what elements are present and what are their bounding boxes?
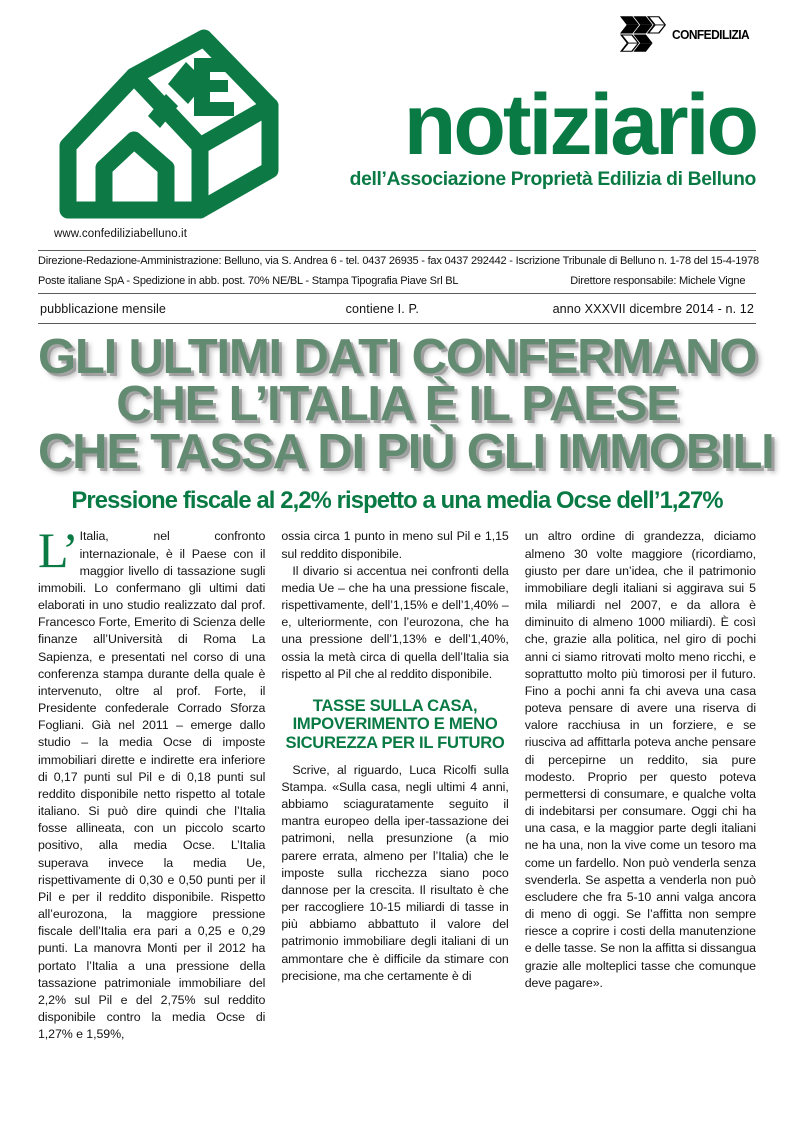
drop-cap: L’ bbox=[38, 522, 77, 579]
confedilizia-mark-icon bbox=[619, 15, 667, 53]
imprint-line-1: Direzione-Redazione-Amministrazione: Belluno, via S. Andrea 6 - tel. 0437 26935 - fax 0437 292442 - Iscrizione Tribunale di Belluno n. 1-78 del 15-4-1978 bbox=[38, 254, 759, 267]
section-heading-line-2: IMPOVERIMENTO E MENO bbox=[292, 714, 498, 734]
masthead-subtitle: dell’Associazione Proprietà Edilizia di Belluno bbox=[349, 167, 756, 190]
confedilizia-wordmark: CONFEDILIZIA bbox=[672, 26, 750, 42]
issue-reference: anno XXXVII dicembre 2014 - n. 12 bbox=[552, 301, 754, 316]
issue-frequency: pubblicazione mensile bbox=[40, 301, 167, 316]
ape-house-logo-icon bbox=[56, 28, 284, 228]
website-url[interactable]: www.confediliziabelluno.it bbox=[54, 228, 188, 240]
section-heading-line-1: TASSE SULLA CASA, bbox=[312, 695, 478, 715]
section-heading bbox=[281, 697, 508, 753]
article-text: Italia, nel confronto internazionale, è il Paese con il maggior livello di tassazione sugli immobili. Lo confermano gli ultimi dati elaborati in uno studio realizzato dal prof. Francesco Forte, Emerito di Scienza delle finanze all’Università di Roma La Sapienza, e presentati nel corso di una conferenza stampa durante della quale è intervenuto, oltre al prof. Forte, il Presidente confederale Corrado Sforza Fogliani. Già nel 2011 – emerge dallo studio – la media Ocse di imposte immobiliari dirette e indirette era inferiore di 0,17 punti sul Pil e di 0,18 punti sul reddito disponibile netto rispetto al totale italiano. Si può dire quindi che l’Italia fosse allineata, con un piccolo scarto positivo, alla media Ocse. L’Italia superava invece la media Ue, rispettivamente di 0,30 e 0,50 punti per il Pil e per il reddito disponibile. Rispetto all’eurozona, la maggiore pressione fiscale dell’Italia era pari a 0,25 e 0,29 punti. La manovra Monti per il 2012 ha portato l’Italia a una pressione della tassazione patrimoniale immobiliare del 2,2% sul Pil e del 2,75% sul reddito disponibile contro la media Ocse di 1,27% e 1,59%, bbox=[38, 529, 266, 1042]
section-heading-line-3: SICUREZZA PER IL FUTURO bbox=[285, 733, 505, 753]
article-paragraph: Il divario si accentua nei confronti della media Ue – che ha una pressione fiscale, rispettivamente, dell’1,15% e dell’1,40% – e, ulteriormente, con l’eurozona, che ha una pressione dell’1,13% e dell’1,40%, ossia la metà circa di quella dell’Italia sia rispetto al Pil che al reddito disponibile. bbox=[281, 563, 509, 681]
imprint-line-2 bbox=[38, 272, 745, 293]
headline-line-3: CHE TASSA DI PIÙ GLI IMMOBILI bbox=[38, 424, 774, 479]
article-paragraph bbox=[38, 522, 266, 1043]
headline-line-2: CHE L’ITALIA È IL PAESE bbox=[116, 377, 678, 432]
article-column-3 bbox=[525, 528, 756, 992]
imprint-director: Direttore responsabile: Michele Vigne bbox=[570, 275, 746, 288]
confedilizia-logo bbox=[619, 15, 756, 53]
rule-below-issue bbox=[38, 323, 756, 324]
imprint-postal: Poste italiane SpA - Spedizione in abb. post. 70% NE/BL - Stampa Tipografia Piave Srl BL bbox=[38, 275, 459, 288]
article-paragraph: un altro ordine di grandezza, diciamo almeno 30 volte maggiore (ricordiamo, giusto per dare un’idea, che il patrimonio immobiliare degli italiani si aggirava sui 5 mila miliardi nel 2007, e da allora è diminuito di almeno 1000 miliardi). È così che, grazie alla politica, nel giro di pochi anni ci siamo ritrovati molto meno ricchi, e soprattutto molto più timorosi per il futuro. Fino a pochi anni fa chi aveva una casa poteva pensare di avere una riserva di valore racchiusa in un forziere, e se riusciva ad affittarla poteva anche pensare di percepirne un reddito, sia pure modesto. Proprio per questo poteva permettersi di consumare, e qualche volta di indebitarsi per consumare. Oggi chi ha una casa, e la maggior parte degli italiani ne ha una, non la vive come un tesoro ma come un fardello. Non può venderla senza svenderla. Se aspetta a venderla non può escludere che fra 5-10 anni valga ancora di meno di oggi. Se l’affitta non sempre riesce a coprire i costi della manutenzione e delle tasse. Se non la affitta si dissangua grazie alle molteplici tasse che comunque deve pagare». bbox=[524, 529, 756, 990]
article-paragraph: Scrive, al riguardo, Luca Ricolfi sulla Stampa. «Sulla casa, negli ultimi 4 anni, abbiamo sciaguratamente seguito il mantra europeo della iper-tassazione dei patrimoni, nella presunzione (a mio parere errata, almeno per l’Italia) che le imposte sulla ricchezza siano poco dannose per la crescita. Il risultato è che per raccogliere 10-15 miliardi di tasse in più abbiamo abbattuto il valore del patrimonio immobiliare degli italiani di un ammontare che è difficile da stimare con precisione, ma che certamente è di bbox=[281, 762, 509, 983]
issue-contains: contiene I. P. bbox=[345, 301, 419, 316]
main-headline bbox=[38, 329, 774, 479]
masthead-title: notiziario bbox=[403, 77, 756, 173]
article-paragraph: ossia circa 1 punto in meno sul Pil e 1,15 sul reddito disponibile. bbox=[281, 529, 509, 561]
article-column-1 bbox=[38, 522, 266, 1043]
article-column-2 bbox=[281, 528, 508, 985]
article-columns bbox=[38, 522, 756, 1043]
masthead bbox=[38, 0, 756, 250]
issue-line bbox=[38, 294, 756, 323]
headline-subhead: Pressione fiscale al 2,2% rispetto a una media Ocse dell’1,27% bbox=[71, 487, 723, 515]
headline-line-1: GLI ULTIMI DATI CONFERMANO bbox=[38, 329, 757, 384]
masthead-title-block bbox=[296, 77, 756, 191]
